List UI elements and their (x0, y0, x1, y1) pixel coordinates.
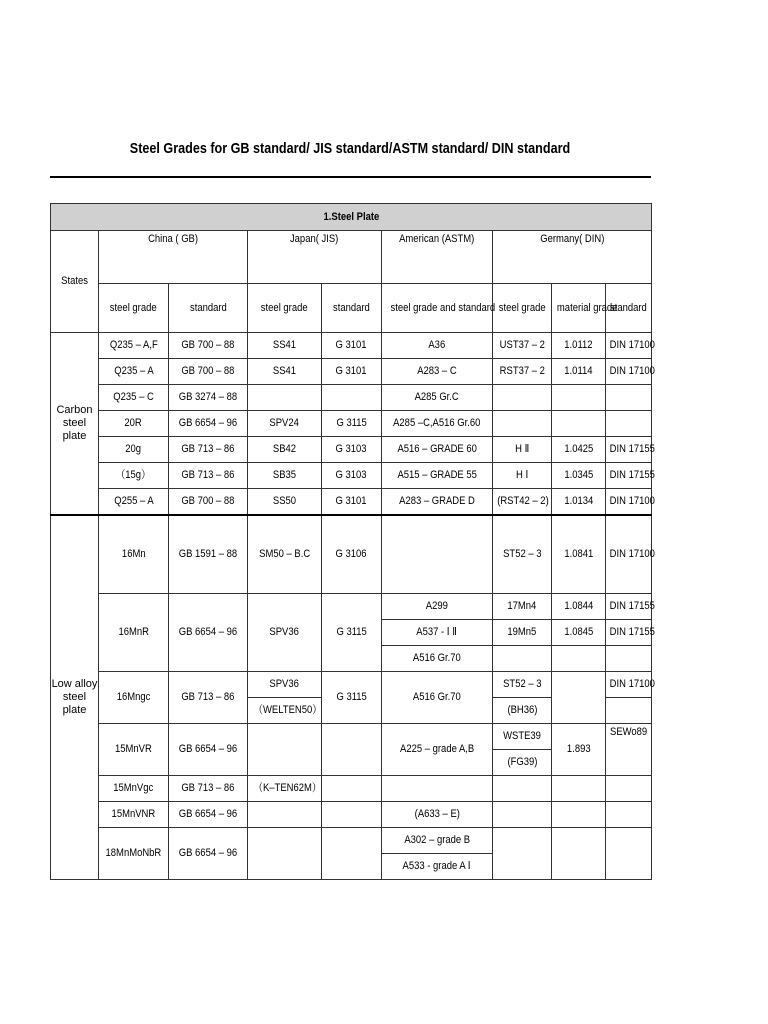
table-row (51, 333, 652, 359)
table-cell: A516 – GRADE 60 (382, 437, 493, 463)
header-american: American (ASTM) (382, 231, 493, 284)
table-row (51, 724, 652, 750)
table-cell (248, 724, 322, 776)
table-cell: Q235 – C (99, 385, 169, 411)
table-cell: G 3101 (322, 333, 382, 359)
table-cell: GB 700 – 88 (169, 333, 248, 359)
table-cell: A283 – GRADE D (382, 489, 493, 515)
header-jis-standard: standard (322, 284, 382, 333)
table-cell: Q235 – A,F (99, 333, 169, 359)
table-cell: SM50 – B.C (248, 515, 322, 594)
table-cell: WSTE39 (493, 724, 552, 750)
table-cell: (FG39) (493, 750, 552, 776)
header-din-steel-grade: steel grade (493, 284, 552, 333)
group-carbon-steel-plate: Carbon steel plate (51, 333, 99, 515)
table-row (51, 385, 652, 411)
table-cell: GB 713 – 86 (169, 463, 248, 489)
table-cell: (BH36) (493, 698, 552, 724)
table-cell (606, 698, 652, 724)
table-cell: SPV36 (248, 594, 322, 672)
table-cell: 1.0134 (552, 489, 606, 515)
table-cell: 1.0425 (552, 437, 606, 463)
header-china: China ( GB) (99, 231, 248, 284)
table-cell (552, 411, 606, 437)
table-cell: DIN 17155 (606, 437, 652, 463)
table-cell (322, 828, 382, 880)
table-cell (552, 385, 606, 411)
table-cell: ST52 – 3 (493, 515, 552, 594)
table-cell (493, 646, 552, 672)
table-cell: （K–TEN62M） (248, 776, 322, 802)
table-cell: Q255 – A (99, 489, 169, 515)
steel-grade-table-container (50, 203, 655, 880)
table-cell (382, 776, 493, 802)
table-cell: 1.0345 (552, 463, 606, 489)
table-cell: （15g） (99, 463, 169, 489)
table-cell (322, 385, 382, 411)
table-cell: 15MnVNR (99, 802, 169, 828)
table-cell: A225 – grade A,B (382, 724, 493, 776)
table-cell: GB 3274 – 88 (169, 385, 248, 411)
table-cell (606, 776, 652, 802)
table-cell: 1.0112 (552, 333, 606, 359)
table-cell: G 3115 (322, 411, 382, 437)
table-cell: 1.0844 (552, 594, 606, 620)
table-cell: G 3115 (322, 594, 382, 672)
table-row (51, 463, 652, 489)
table-cell: 20g (99, 437, 169, 463)
table-cell: SS41 (248, 359, 322, 385)
header-din-standard: standard (606, 284, 652, 333)
table-cell: G 3101 (322, 359, 382, 385)
table-row (51, 231, 652, 284)
table-cell (322, 802, 382, 828)
table-cell: 15MnVR (99, 724, 169, 776)
table-row (51, 828, 652, 854)
table-cell: 1.0845 (552, 620, 606, 646)
table-cell (248, 828, 322, 880)
table-cell: SPV24 (248, 411, 322, 437)
table-cell: G 3106 (322, 515, 382, 594)
table-cell (493, 411, 552, 437)
table-cell: 15MnVgc (99, 776, 169, 802)
table-cell: DIN 17100 (606, 515, 652, 594)
table-cell: H Ⅰ (493, 463, 552, 489)
table-cell: GB 713 – 86 (169, 672, 248, 724)
table-row (51, 411, 652, 437)
table-cell: GB 6654 – 96 (169, 594, 248, 672)
table-cell: Q235 – A (99, 359, 169, 385)
table-cell: (RST42 – 2) (493, 489, 552, 515)
table-cell (248, 802, 322, 828)
table-cell: DIN 17155 (606, 463, 652, 489)
section-header (51, 204, 652, 231)
table-cell (606, 828, 652, 880)
table-cell: （WELTEN50） (248, 698, 322, 724)
table-cell: A285 –C,A516 Gr.60 (382, 411, 493, 437)
table-row (51, 489, 652, 515)
table-cell: DIN 17100 (606, 333, 652, 359)
table-cell (493, 802, 552, 828)
group-low-alloy-steel-plate: Low alloy steel plate (51, 515, 99, 880)
table-cell: DIN 17155 (606, 594, 652, 620)
header-states: States (51, 231, 99, 333)
table-cell (322, 776, 382, 802)
table-cell: G 3103 (322, 463, 382, 489)
table-cell (606, 646, 652, 672)
table-cell (552, 646, 606, 672)
table-cell (322, 724, 382, 776)
table-cell: 1.893 (552, 724, 606, 776)
table-cell: DIN 17100 (606, 672, 652, 698)
table-cell (606, 802, 652, 828)
table-row (51, 359, 652, 385)
table-cell: A299 (382, 594, 493, 620)
table-cell: GB 713 – 86 (169, 437, 248, 463)
table-cell: A36 (382, 333, 493, 359)
table-cell: GB 6654 – 96 (169, 828, 248, 880)
table-cell: ST52 – 3 (493, 672, 552, 698)
table-cell: A283 – C (382, 359, 493, 385)
table-cell: 19Mn5 (493, 620, 552, 646)
table-cell: H Ⅱ (493, 437, 552, 463)
table-cell: 16Mngc (99, 672, 169, 724)
table-cell: GB 6654 – 96 (169, 802, 248, 828)
table-row (51, 802, 652, 828)
table-cell: 16Mn (99, 515, 169, 594)
table-cell: A533 - grade A Ⅰ (382, 854, 493, 880)
table-cell (552, 802, 606, 828)
table-cell (552, 776, 606, 802)
table-cell: A516 Gr.70 (382, 672, 493, 724)
table-cell: RST37 – 2 (493, 359, 552, 385)
table-cell: GB 6654 – 96 (169, 411, 248, 437)
section-title: 1.Steel Plate (323, 210, 379, 223)
table-cell: DIN 17155 (606, 620, 652, 646)
table-cell: A515 – GRADE 55 (382, 463, 493, 489)
table-cell: SEWo89 (606, 724, 652, 776)
table-cell: 16MnR (99, 594, 169, 672)
table-cell (493, 385, 552, 411)
table-cell: A537 - Ⅰ Ⅱ (382, 620, 493, 646)
table-cell (606, 385, 652, 411)
table-cell (552, 672, 606, 724)
table-cell (493, 776, 552, 802)
table-cell: 20R (99, 411, 169, 437)
title-rule (50, 176, 651, 178)
header-japan: Japan( JIS) (248, 231, 382, 284)
table-cell: SS41 (248, 333, 322, 359)
table-cell: A302 – grade B (382, 828, 493, 854)
table-cell: 17Mn4 (493, 594, 552, 620)
table-cell: (A633 – E) (382, 802, 493, 828)
table-cell: 1.0841 (552, 515, 606, 594)
table-cell: 1.0114 (552, 359, 606, 385)
table-row (51, 776, 652, 802)
table-cell: G 3115 (322, 672, 382, 724)
table-cell: SB35 (248, 463, 322, 489)
table-cell: A516 Gr.70 (382, 646, 493, 672)
table-cell: SS50 (248, 489, 322, 515)
table-cell (552, 828, 606, 880)
table-cell: A285 Gr.C (382, 385, 493, 411)
table-cell (493, 828, 552, 880)
table-cell: GB 700 – 88 (169, 359, 248, 385)
table-row (51, 594, 652, 620)
table-cell: GB 6654 – 96 (169, 724, 248, 776)
header-gb-steel-grade: steel grade (99, 284, 169, 333)
steel-grade-table (50, 203, 655, 880)
table-cell: SPV36 (248, 672, 322, 698)
table-cell: GB 700 – 88 (169, 489, 248, 515)
document-title: Steel Grades for GB standard/ JIS standard/ASTM standard/ DIN standard (129, 140, 571, 157)
table-cell: SB42 (248, 437, 322, 463)
table-row (51, 284, 652, 333)
table-cell: G 3103 (322, 437, 382, 463)
header-gb-standard: standard (169, 284, 248, 333)
table-cell (382, 515, 493, 594)
table-cell: 18MnMoNbR (99, 828, 169, 880)
table-cell (606, 411, 652, 437)
header-astm-grade-standard: steel grade and standard (382, 284, 493, 333)
table-cell (248, 385, 322, 411)
table-row (51, 437, 652, 463)
table-cell: G 3101 (322, 489, 382, 515)
header-din-material-grade: material grade (552, 284, 606, 333)
table-row (51, 672, 652, 698)
table-cell: UST37 – 2 (493, 333, 552, 359)
table-cell: GB 713 – 86 (169, 776, 248, 802)
table-cell: DIN 17100 (606, 489, 652, 515)
table-row (51, 204, 652, 231)
table-cell: GB 1591 – 88 (169, 515, 248, 594)
header-germany: Germany( DIN) (493, 231, 652, 284)
header-jis-steel-grade: steel grade (248, 284, 322, 333)
table-cell: DIN 17100 (606, 359, 652, 385)
table-row (51, 515, 652, 594)
